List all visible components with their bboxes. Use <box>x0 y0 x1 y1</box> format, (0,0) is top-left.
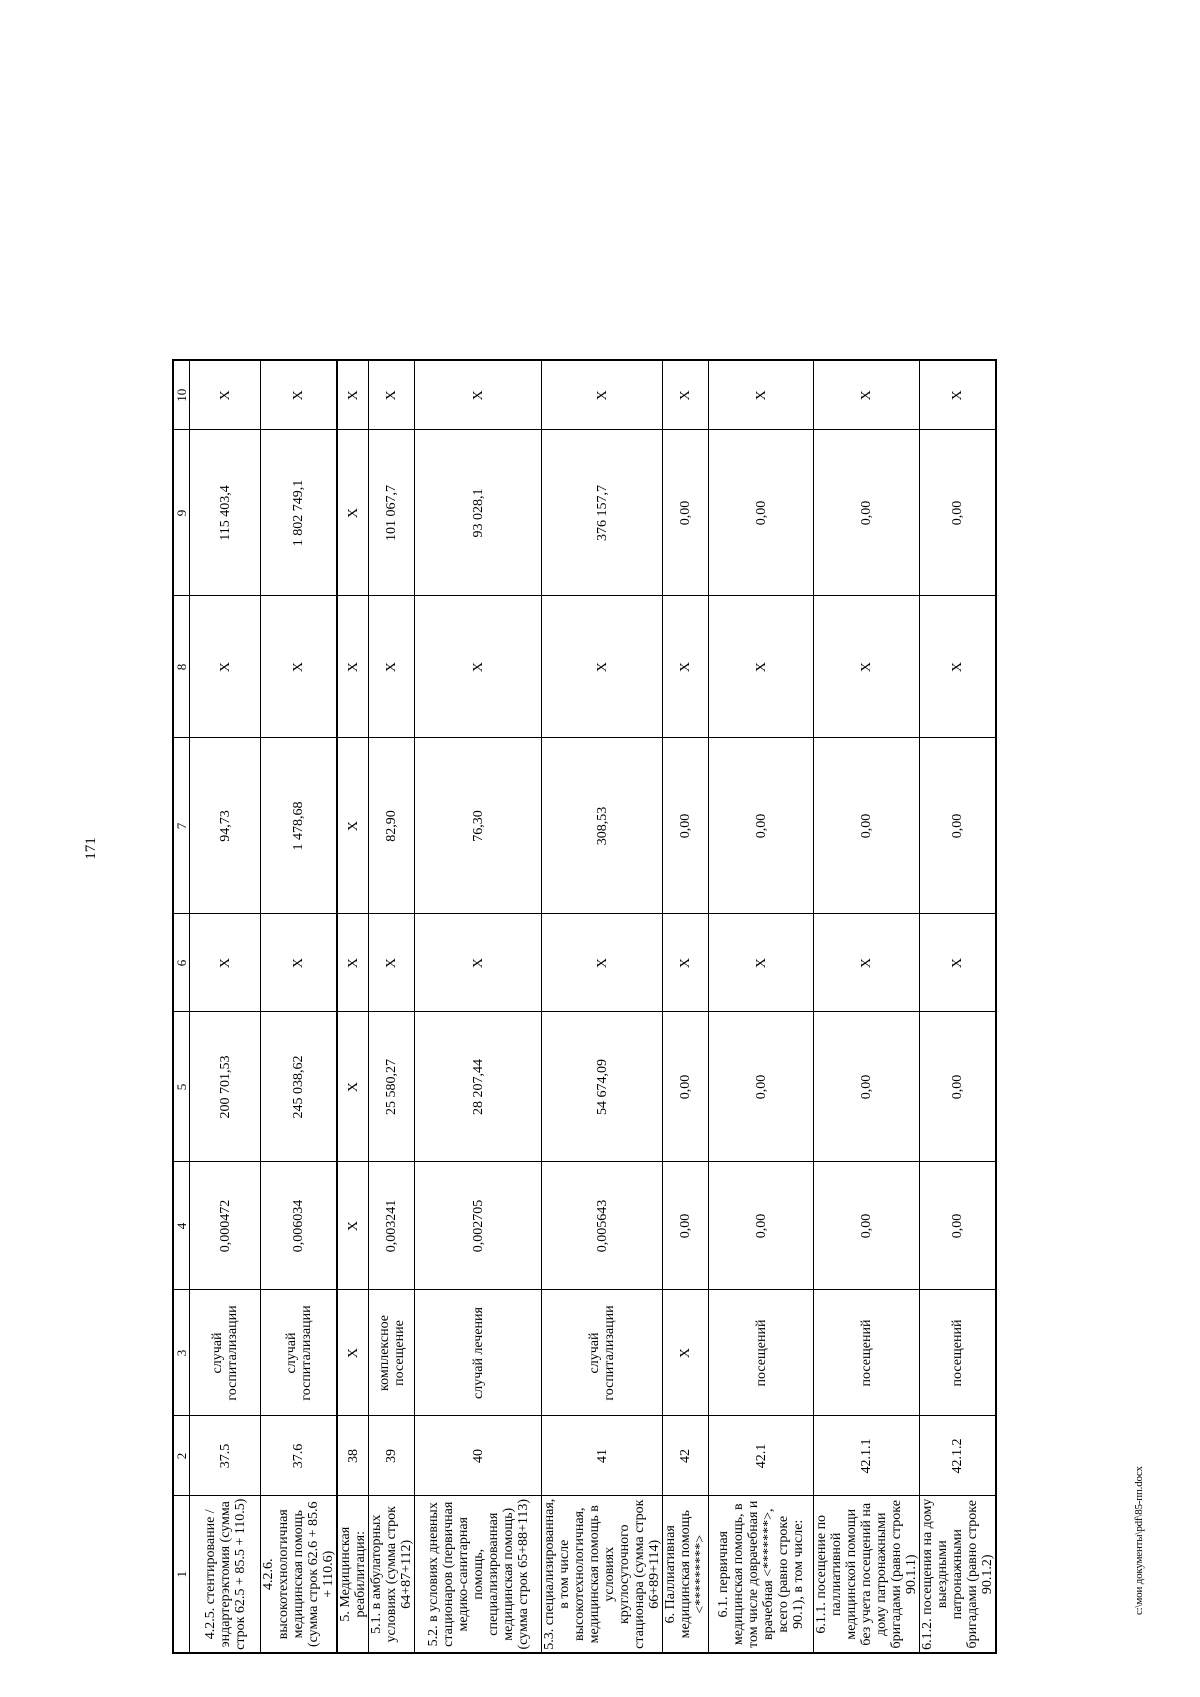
cell-col5: 28 207,44 <box>415 1012 542 1162</box>
row-name: 6.1. первичная медицинская помощь, в том числе доврачебная и врачебная <*******>, всего (равно строке 90.1), в том числе: <box>709 1496 814 1653</box>
row-name: 5.1. в амбулаторных условиях (сумма строк 64+87+112) <box>369 1496 415 1653</box>
row-unit: случай госпитализации <box>542 1290 663 1416</box>
cell-col7: Х <box>337 738 369 914</box>
row-line: 42.1.2 <box>920 1416 997 1496</box>
cell-col9: 101 067,7 <box>369 430 415 596</box>
row-unit: посещений <box>920 1290 997 1416</box>
cell-col10: Х <box>920 360 997 430</box>
col-header: 6 <box>173 914 190 1012</box>
cell-col6: Х <box>814 914 920 1012</box>
row-line: 37.5 <box>190 1416 261 1496</box>
cell-col7: 94,73 <box>190 738 261 914</box>
cell-col10: Х <box>415 360 542 430</box>
row-name: 5. Медицинская реабилитация: <box>337 1496 369 1653</box>
row-line: 42.1 <box>709 1416 814 1496</box>
table-row <box>190 360 261 1653</box>
cell-col7: 0,00 <box>814 738 920 914</box>
cell-col10: Х <box>709 360 814 430</box>
row-name: 5.3. специализированная, в том числе высокотехнологичная, медицинская помощь в условиях круглосуточного стационара (сумма строк 66+89+114) <box>542 1496 663 1653</box>
table-row <box>261 360 338 1653</box>
cell-col4: 0,00 <box>920 1162 997 1290</box>
cell-col6: Х <box>709 914 814 1012</box>
row-line: 39 <box>369 1416 415 1496</box>
cell-col10: Х <box>261 360 338 430</box>
col-header: 8 <box>173 596 190 738</box>
row-unit: Х <box>337 1290 369 1416</box>
cell-col4: Х <box>337 1162 369 1290</box>
row-line: 42.1.1 <box>814 1416 920 1496</box>
cell-col4: 0,00 <box>709 1162 814 1290</box>
row-name: 5.2. в условиях дневных стационаров (первичная медико-санитарная помощь, специализированная медицинская помощь) (сумма строк 65+88+113) <box>415 1496 542 1653</box>
cell-col4: 0,000472 <box>190 1162 261 1290</box>
cell-col4: 0,00 <box>663 1162 709 1290</box>
cell-col8: Х <box>814 596 920 738</box>
cell-col6: Х <box>261 914 338 1012</box>
row-name: 6.1.2. посещения на дому выездными патронажными бригадами (равно строке 90.1.2) <box>920 1496 997 1653</box>
cell-col9: 0,00 <box>663 430 709 596</box>
row-unit: комплексное посещение <box>369 1290 415 1416</box>
cell-col8: Х <box>190 596 261 738</box>
cell-col5: 0,00 <box>920 1012 997 1162</box>
col-header: 9 <box>173 430 190 596</box>
column-number-row <box>173 360 190 1653</box>
cell-col5: 0,00 <box>709 1012 814 1162</box>
cell-col7: 308,53 <box>542 738 663 914</box>
cell-col6: Х <box>369 914 415 1012</box>
cell-col5: 54 674,09 <box>542 1012 663 1162</box>
cell-col8: Х <box>369 596 415 738</box>
cell-col6: Х <box>337 914 369 1012</box>
cell-col10: Х <box>369 360 415 430</box>
cell-col5: 0,00 <box>663 1012 709 1162</box>
col-header: 10 <box>173 360 190 430</box>
cell-col8: Х <box>920 596 997 738</box>
cell-col4: 0,002705 <box>415 1162 542 1290</box>
col-header: 3 <box>173 1290 190 1416</box>
cell-col9: Х <box>337 430 369 596</box>
cell-col6: Х <box>415 914 542 1012</box>
cell-col8: Х <box>337 596 369 738</box>
cell-col8: Х <box>663 596 709 738</box>
row-line: 41 <box>542 1416 663 1496</box>
cell-col5: 200 701,53 <box>190 1012 261 1162</box>
table-row <box>369 360 415 1653</box>
file-path: c:\мои документы\pdf\85-пп.docx <box>1133 1466 1145 1615</box>
row-name: 4.2.5. стентирование / эндартерэктомия (сумма строк 62.5 + 85.5 + 110.5) <box>190 1496 261 1653</box>
table-row <box>814 360 920 1653</box>
data-table <box>172 359 997 1654</box>
cell-col5: 245 038,62 <box>261 1012 338 1162</box>
cell-col5: Х <box>337 1012 369 1162</box>
row-unit: посещений <box>709 1290 814 1416</box>
cell-col6: Х <box>663 914 709 1012</box>
cell-col9: 1 802 749,1 <box>261 430 338 596</box>
cell-col8: Х <box>542 596 663 738</box>
cell-col6: Х <box>542 914 663 1012</box>
row-unit: случай госпитализации <box>261 1290 338 1416</box>
row-unit: случай госпитализации <box>190 1290 261 1416</box>
row-line: 37.6 <box>261 1416 338 1496</box>
cell-col4: 0,00 <box>814 1162 920 1290</box>
table-row <box>337 360 369 1653</box>
col-header: 1 <box>173 1496 190 1653</box>
row-name: 4.2.6. высокотехнологичная медицинская помощь (сумма строк 62.6 + 85.6 + 110.6) <box>261 1496 338 1653</box>
cell-col8: Х <box>709 596 814 738</box>
cell-col9: 93 028,1 <box>415 430 542 596</box>
cell-col5: 25 580,27 <box>369 1012 415 1162</box>
page-number: 171 <box>83 837 99 860</box>
cell-col10: Х <box>190 360 261 430</box>
cell-col10: Х <box>663 360 709 430</box>
row-name: 6.1.1. посещение по паллиативной медицинской помощи без учета посещений на дому патронажными бригадами (равно строке 90.1.1) <box>814 1496 920 1653</box>
cell-col4: 0,003241 <box>369 1162 415 1290</box>
cell-col9: 0,00 <box>920 430 997 596</box>
cell-col6: Х <box>190 914 261 1012</box>
cell-col5: 0,00 <box>814 1012 920 1162</box>
col-header: 7 <box>173 738 190 914</box>
cell-col7: 76,30 <box>415 738 542 914</box>
cell-col10: Х <box>337 360 369 430</box>
cell-col6: Х <box>920 914 997 1012</box>
cell-col8: Х <box>415 596 542 738</box>
cell-col4: 0,005643 <box>542 1162 663 1290</box>
row-name: 6. Паллиативная медицинская помощь <*********> <box>663 1496 709 1653</box>
cell-col7: 82,90 <box>369 738 415 914</box>
cell-col9: 0,00 <box>814 430 920 596</box>
col-header: 2 <box>173 1416 190 1496</box>
row-unit: посещений <box>814 1290 920 1416</box>
table-row <box>709 360 814 1653</box>
row-unit: Х <box>663 1290 709 1416</box>
col-header: 5 <box>173 1012 190 1162</box>
cell-col10: Х <box>542 360 663 430</box>
table-row <box>542 360 663 1653</box>
row-line: 42 <box>663 1416 709 1496</box>
row-line: 40 <box>415 1416 542 1496</box>
table-row <box>663 360 709 1653</box>
cell-col8: Х <box>261 596 338 738</box>
cell-col4: 0,006034 <box>261 1162 338 1290</box>
cell-col7: 0,00 <box>920 738 997 914</box>
row-unit: случай лечения <box>415 1290 542 1416</box>
row-line: 38 <box>337 1416 369 1496</box>
cell-col7: 1 478,68 <box>261 738 338 914</box>
table-row <box>920 360 997 1653</box>
cell-col10: Х <box>814 360 920 430</box>
cell-col9: 0,00 <box>709 430 814 596</box>
col-header: 4 <box>173 1162 190 1290</box>
cell-col9: 376 157,7 <box>542 430 663 596</box>
cell-col7: 0,00 <box>709 738 814 914</box>
table-row <box>415 360 542 1653</box>
cell-col7: 0,00 <box>663 738 709 914</box>
cell-col9: 115 403,4 <box>190 430 261 596</box>
